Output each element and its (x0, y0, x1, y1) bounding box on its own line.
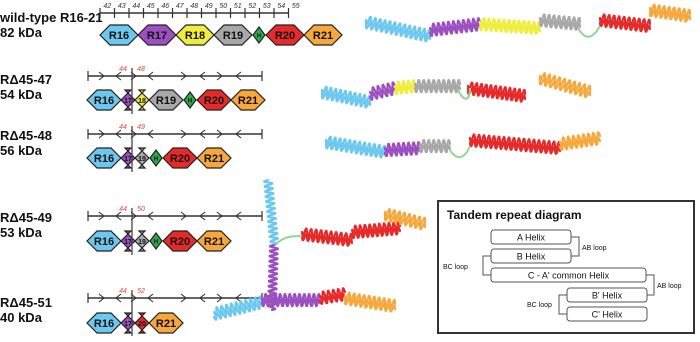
construct-name: wild-type R16-21 (0, 10, 103, 25)
exon-number-label: 47 (175, 3, 184, 10)
construct-name: RΔ45-49 (0, 210, 52, 225)
domain-label: 17 (124, 321, 132, 328)
construct-mass: 54 kDa (0, 87, 42, 102)
domain-label: 17 (124, 239, 132, 246)
domain-label: H (187, 98, 193, 105)
construct-name: RΔ45-51 (0, 295, 52, 310)
loop-label: BC loop (443, 264, 468, 271)
domain-label: 17 (124, 98, 132, 105)
helix-ribbon (265, 185, 277, 245)
legend-title: Tandem repeat diagram (447, 208, 582, 222)
hinge-loop (578, 26, 600, 37)
loop-label: AB loop (657, 283, 682, 290)
legend-helix-label: A Helix (516, 232, 546, 243)
helix-ribbon (420, 146, 450, 152)
domain-label: R16 (93, 236, 115, 248)
deletion-start-label: 44 (119, 288, 127, 295)
domain-label: R16 (93, 95, 115, 107)
domain-label: R21 (237, 95, 259, 107)
domain-label: R20 (203, 95, 225, 107)
deletion-end-label: 48 (137, 66, 145, 73)
exon-number-label: 51 (233, 3, 242, 10)
legend-diagram (439, 222, 693, 332)
domain-label: R16 (108, 30, 130, 42)
loop-bracket (571, 237, 579, 256)
exon-number-label: 46 (161, 3, 170, 10)
exon-number-label: 43 (117, 3, 126, 10)
hinge-loop (450, 146, 470, 157)
domain-label: R20 (169, 236, 191, 248)
construct-mass: 82 kDa (0, 25, 42, 40)
domain-label: 20 (138, 321, 146, 328)
domain-label: R21 (203, 236, 225, 248)
domain-label: H (153, 156, 159, 163)
exon-number-label: 50 (219, 3, 228, 10)
loop-label: BC loop (527, 302, 552, 309)
loop-bracket (483, 256, 491, 275)
domain-label: R20 (169, 153, 191, 165)
exon-number-label: 49 (204, 3, 213, 10)
loop-bracket (559, 295, 567, 314)
deletion-end-label: 49 (137, 124, 145, 131)
exon-number-label: 54 (277, 3, 286, 10)
deletion-start-label: 44 (119, 206, 127, 213)
domain-label: R19 (155, 95, 177, 107)
domain-label: 19 (138, 156, 146, 163)
construct-name: RΔ45-47 (0, 72, 52, 87)
exon-number-label: 42 (103, 3, 112, 10)
helix-ribbon (395, 86, 415, 94)
construct-mass: 53 kDa (0, 225, 42, 240)
domain-label: R21 (312, 30, 334, 42)
construct-mass: 40 kDa (0, 310, 42, 325)
legend-helix-label: C' Helix (591, 309, 623, 320)
exon-number-label: 52 (248, 3, 257, 10)
domain-label: R19 (222, 30, 244, 42)
deletion-start-label: 44 (119, 66, 127, 73)
domain-label: R18 (184, 30, 206, 42)
deletion-end-label: 52 (137, 288, 145, 295)
domain-label: R21 (203, 153, 225, 165)
tandem-repeat-legend (437, 200, 695, 334)
domain-label: R20 (274, 30, 296, 42)
deletion-end-label: 50 (137, 206, 145, 213)
hinge-loop (276, 236, 302, 244)
legend-helix-label: B Helix (516, 251, 546, 262)
domain-label: 18 (138, 98, 146, 105)
construct-mass: 56 kDa (0, 143, 42, 158)
exon-number-label: 44 (132, 3, 141, 10)
domain-label: 19 (138, 239, 146, 246)
deletion-start-label: 44 (119, 124, 127, 131)
loop-label: AB loop (582, 245, 607, 252)
domain-label: R17 (146, 30, 168, 42)
exon-number-label: 55 (291, 3, 300, 10)
domain-label: R16 (93, 318, 115, 330)
legend-helix-label: B' Helix (591, 290, 623, 301)
construct-name: RΔ45-48 (0, 128, 52, 143)
exon-number-label: 48 (190, 3, 199, 10)
legend-helix-label: C - A' common Helix (527, 270, 610, 281)
domain-label: R16 (93, 153, 115, 165)
domain-label: H (256, 33, 262, 40)
domain-label: H (153, 239, 159, 246)
domain-label: 17 (124, 156, 132, 163)
exon-number-label: 53 (262, 3, 271, 10)
domain-label: R21 (155, 318, 177, 330)
exon-number-label: 45 (146, 3, 155, 10)
